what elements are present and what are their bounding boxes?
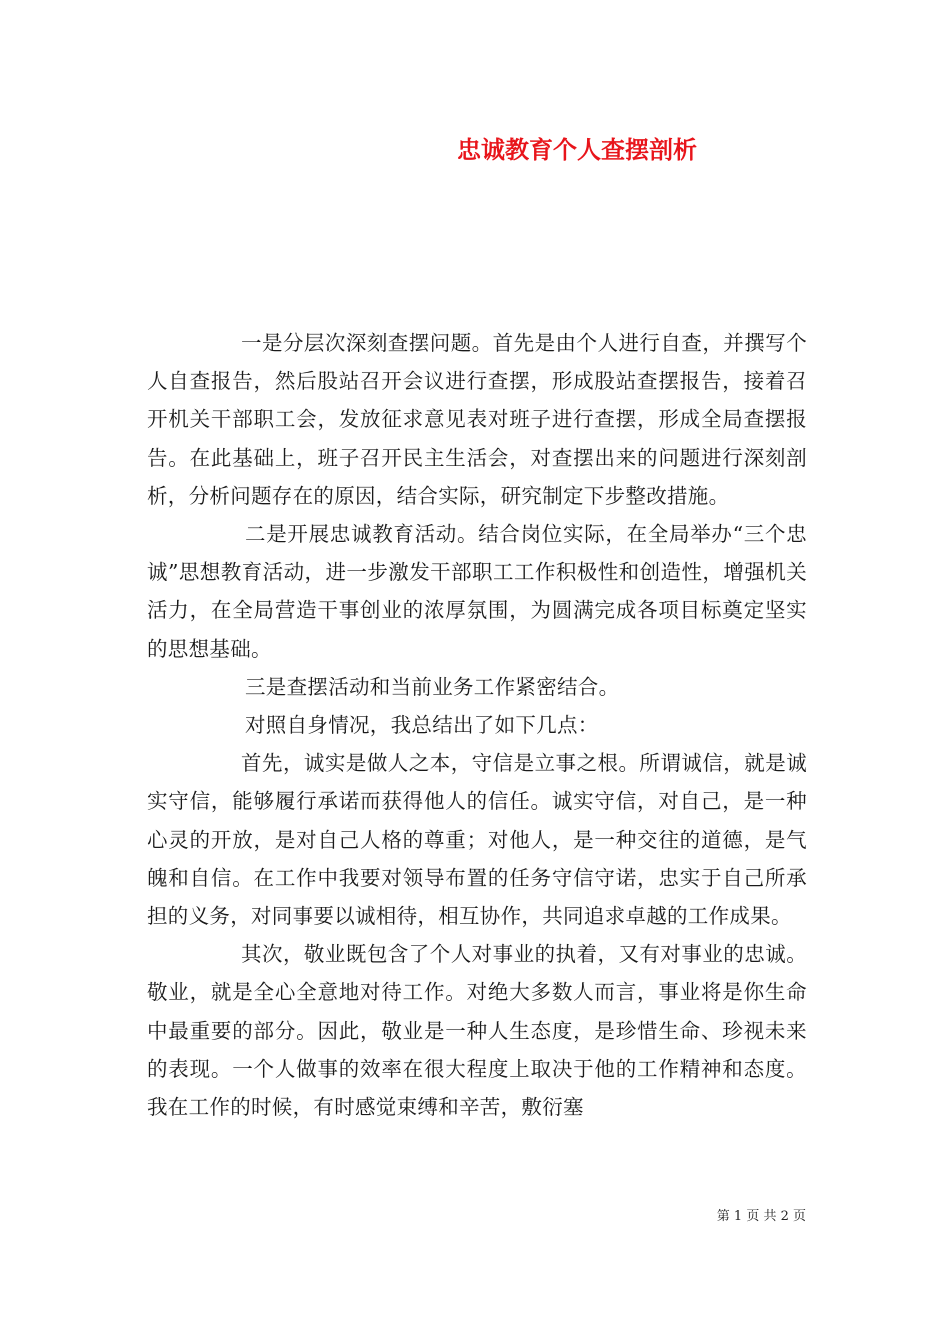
paragraph-6: 其次，敬业既包含了个人对事业的执着，又有对事业的忠诚。敬业，就是全心全意地对待工作。对绝大多数人而言，事业将是你生命中最重要的部分。因此，敬业是一种人生态度，是珍惜生命、珍视未来的表现。一个人做事的效率在很大程度上取决于他的工作精神和态度。我在工作的时候，有时感觉束缚和辛苦，敷衍塞 <box>147 942 807 1120</box>
paragraph-4: 对照自身情况，我总结出了如下几点： <box>245 713 599 738</box>
paragraph-2: 二是开展忠诚教育活动。结合岗位实际，在全局举办“三个忠诚”思想教育活动，进一步激发干部职工工作积极性和创造性，增强机关活力，在全局营造干事创业的浓厚氛围，为圆满完成各项目标奠定坚实的思想基础。 <box>147 522 807 661</box>
page-number-footer: 第 1 页 共 2 页 <box>716 1209 806 1224</box>
paragraph-5: 首先，诚实是做人之本，守信是立事之根。所谓诚信，就是诚实守信，能够履行承诺而获得他人的信任。诚实守信，对自己，是一种心灵的开放，是对自己人格的尊重；对他人，是一种交往的道德，是气魄和自信。在工作中我要对领导布置的任务守信守诺，忠实于自己所承担的义务，对同事要以诚相待，相互协作，共同追求卓越的工作成果。 <box>147 751 807 929</box>
paragraph-3: 三是查摆活动和当前业务工作紧密结合。 <box>245 674 620 699</box>
document-title: 忠诚教育个人查摆剖析 <box>457 135 697 164</box>
paragraph-1: 一是分层次深刻查摆问题。首先是由个人进行自查，并撰写个人自查报告，然后股站召开会议进行查摆，形成股站查摆报告，接着召开机关干部职工会，发放征求意见表对班子进行查摆，形成全局查摆报告。在此基础上，班子召开民主生活会，对查摆出来的问题进行深刻剖析，分析问题存在的原因，结合实际，研究制定下步整改措施。 <box>147 331 807 508</box>
document-body <box>147 324 807 1126</box>
